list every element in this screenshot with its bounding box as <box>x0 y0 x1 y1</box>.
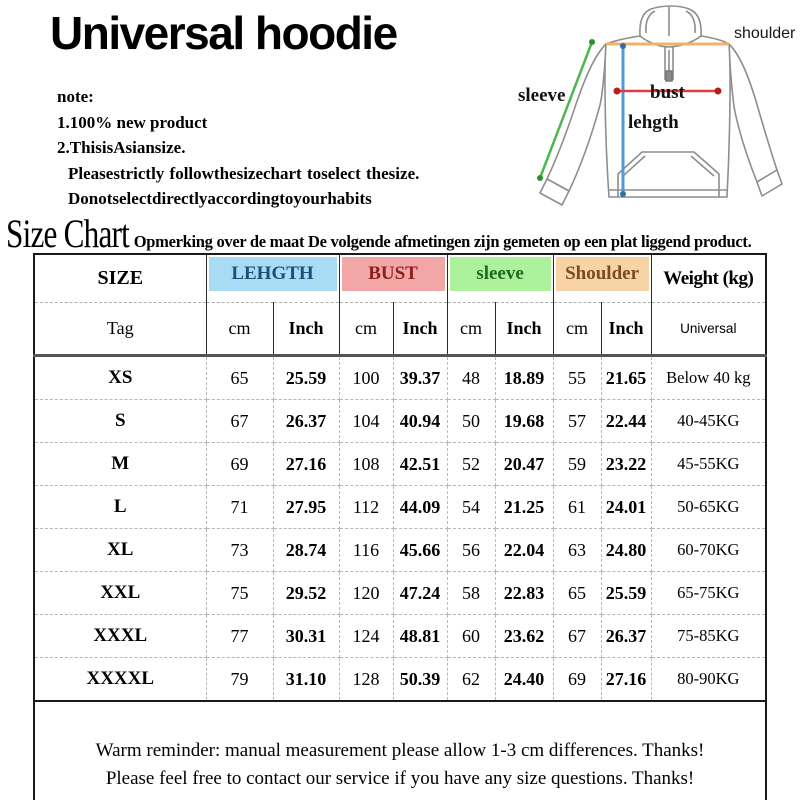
cell-cm-value: 52 <box>447 443 495 486</box>
cell-cm-value: 69 <box>553 658 601 702</box>
cell-cm-value: 61 <box>553 486 601 529</box>
cell-inch-value: 18.89 <box>495 356 553 400</box>
cell-cm-value: 67 <box>553 615 601 658</box>
header-shoulder-chip: Shoulder <box>556 257 649 291</box>
table-row-xl <box>34 529 766 572</box>
cell-size: XXL <box>34 572 206 615</box>
header-bust-cell <box>339 254 447 303</box>
cell-cm-value: 48 <box>447 356 495 400</box>
header-bust-chip: BUST <box>342 257 445 291</box>
cell-cm-value: 128 <box>339 658 393 702</box>
subheader-universal: Universal <box>651 303 766 356</box>
header-size: SIZE <box>34 254 206 303</box>
notes-block <box>57 84 419 212</box>
cell-weight: Below 40 kg <box>651 356 766 400</box>
sleeve-dot <box>537 175 543 181</box>
table-subheader-row <box>34 303 766 356</box>
header-length-cell <box>206 254 339 303</box>
cell-inch-value: 29.52 <box>273 572 339 615</box>
cell-cm-value: 54 <box>447 486 495 529</box>
cell-cm-value: 69 <box>206 443 273 486</box>
reminder-cell <box>34 701 766 800</box>
cell-cm-value: 124 <box>339 615 393 658</box>
subheader-inch: Inch <box>273 303 339 356</box>
hoodie-left-sleeve <box>547 44 606 191</box>
table-header-row <box>34 254 766 303</box>
size-table-container <box>33 253 765 800</box>
table-row-m <box>34 443 766 486</box>
subheader-inch: Inch <box>601 303 651 356</box>
cell-cm-value: 120 <box>339 572 393 615</box>
length-label: lehgth <box>628 112 679 133</box>
cell-cm-value: 55 <box>553 356 601 400</box>
cell-size: M <box>34 443 206 486</box>
table-row-xxl <box>34 572 766 615</box>
header-sleeve-chip: sleeve <box>450 257 551 291</box>
shoulder-label: shoulder <box>734 25 796 42</box>
subheader-cm: cm <box>339 303 393 356</box>
sleeve-label: sleeve <box>518 85 566 106</box>
size-chart-header-row <box>6 210 798 257</box>
bust-label: bust <box>650 82 685 103</box>
table-row-xxxl <box>34 615 766 658</box>
cell-inch-value: 45.66 <box>393 529 447 572</box>
cell-size: S <box>34 400 206 443</box>
cell-cm-value: 67 <box>206 400 273 443</box>
cell-inch-value: 22.83 <box>495 572 553 615</box>
cell-cm-value: 65 <box>553 572 601 615</box>
cell-cm-value: 63 <box>553 529 601 572</box>
size-chart-subtitle: Opmerking over de maat De volgende afmetingen zijn gemeten op een plat liggend product. <box>133 232 752 251</box>
reminder-row <box>34 701 766 800</box>
table-row-l <box>34 486 766 529</box>
cell-inch-value: 19.68 <box>495 400 553 443</box>
cell-cm-value: 57 <box>553 400 601 443</box>
table-row-s <box>34 400 766 443</box>
size-chart-heading: Size Chart <box>6 211 130 256</box>
cell-inch-value: 24.01 <box>601 486 651 529</box>
cell-weight: 45-55KG <box>651 443 766 486</box>
length-dot <box>620 43 626 49</box>
note-line: 1.100% new product <box>57 112 208 132</box>
subheader-cm: cm <box>553 303 601 356</box>
cell-inch-value: 27.95 <box>273 486 339 529</box>
cell-cm-value: 56 <box>447 529 495 572</box>
cell-inch-value: 27.16 <box>601 658 651 702</box>
cell-inch-value: 25.59 <box>601 572 651 615</box>
cell-cm-value: 112 <box>339 486 393 529</box>
cell-cm-value: 108 <box>339 443 393 486</box>
cell-cm-value: 62 <box>447 658 495 702</box>
subheader-tag: Tag <box>34 303 206 356</box>
cell-inch-value: 27.16 <box>273 443 339 486</box>
reminder-line: Warm reminder: manual measurement please allow 1-3 cm differences. Thanks! <box>95 740 705 762</box>
cell-size: XXXL <box>34 615 206 658</box>
note-line: 2.ThisisAsiansize. <box>57 138 186 157</box>
cell-inch-value: 28.74 <box>273 529 339 572</box>
cell-inch-value: 44.09 <box>393 486 447 529</box>
cell-inch-value: 24.80 <box>601 529 651 572</box>
cell-inch-value: 20.47 <box>495 443 553 486</box>
length-dot <box>620 191 626 197</box>
hoodie-illustration <box>490 0 800 222</box>
cell-inch-value: 47.24 <box>393 572 447 615</box>
cell-size: XL <box>34 529 206 572</box>
table-row-xxxxl <box>34 658 766 702</box>
table-row-xs <box>34 356 766 400</box>
header-length-chip: LEHGTH <box>209 257 337 291</box>
cell-weight: 50-65KG <box>651 486 766 529</box>
cell-inch-value: 22.04 <box>495 529 553 572</box>
cell-inch-value: 21.25 <box>495 486 553 529</box>
cell-inch-value: 48.81 <box>393 615 447 658</box>
cell-size: XS <box>34 356 206 400</box>
cell-cm-value: 58 <box>447 572 495 615</box>
cell-cm-value: 71 <box>206 486 273 529</box>
page-title: Universal hoodie <box>50 7 397 59</box>
subheader-cm: cm <box>206 303 273 356</box>
cell-inch-value: 24.40 <box>495 658 553 702</box>
cell-inch-value: 25.59 <box>273 356 339 400</box>
cell-size: L <box>34 486 206 529</box>
hoodie-right-sleeve <box>729 44 777 182</box>
cell-size: XXXXL <box>34 658 206 702</box>
header-shoulder-cell <box>553 254 651 303</box>
cell-cm-value: 75 <box>206 572 273 615</box>
cell-cm-value: 79 <box>206 658 273 702</box>
cell-weight: 75-85KG <box>651 615 766 658</box>
cell-inch-value: 30.31 <box>273 615 339 658</box>
cell-inch-value: 23.22 <box>601 443 651 486</box>
hoodie-measurement-diagram <box>490 0 800 222</box>
header-weight: Weight (kg) <box>651 254 766 303</box>
cell-weight: 65-75KG <box>651 572 766 615</box>
sleeve-dot <box>589 39 595 45</box>
size-table <box>33 253 767 800</box>
header-sleeve-cell <box>447 254 553 303</box>
reminder-line: Please feel free to contact our service if you have any size questions. Thanks! <box>105 768 695 789</box>
cell-cm-value: 73 <box>206 529 273 572</box>
hoodie-collar <box>640 6 701 47</box>
cell-inch-value: 39.37 <box>393 356 447 400</box>
cell-inch-value: 40.94 <box>393 400 447 443</box>
subheader-inch: Inch <box>495 303 553 356</box>
subheader-cm: cm <box>447 303 495 356</box>
cell-cm-value: 100 <box>339 356 393 400</box>
bust-dot <box>715 88 722 95</box>
cell-cm-value: 50 <box>447 400 495 443</box>
note-line: Pleasestrictly followthesizechart toselect thesize. <box>68 163 420 183</box>
cell-weight: 40-45KG <box>651 400 766 443</box>
cell-inch-value: 26.37 <box>273 400 339 443</box>
cell-inch-value: 21.65 <box>601 356 651 400</box>
cell-weight: 60-70KG <box>651 529 766 572</box>
subheader-inch: Inch <box>393 303 447 356</box>
note-line: Donotselectdirectlyaccordingtoyourhabits <box>68 189 372 208</box>
cell-cm-value: 59 <box>553 443 601 486</box>
note-label: note: <box>57 87 94 106</box>
cell-weight: 80-90KG <box>651 658 766 702</box>
cell-inch-value: 22.44 <box>601 400 651 443</box>
cell-inch-value: 50.39 <box>393 658 447 702</box>
size-table-body <box>34 254 766 800</box>
cell-inch-value: 23.62 <box>495 615 553 658</box>
cell-cm-value: 65 <box>206 356 273 400</box>
cell-inch-value: 42.51 <box>393 443 447 486</box>
cell-inch-value: 26.37 <box>601 615 651 658</box>
cell-cm-value: 116 <box>339 529 393 572</box>
bust-dot <box>614 88 621 95</box>
cell-cm-value: 60 <box>447 615 495 658</box>
cell-cm-value: 104 <box>339 400 393 443</box>
cell-inch-value: 31.10 <box>273 658 339 702</box>
cell-cm-value: 77 <box>206 615 273 658</box>
